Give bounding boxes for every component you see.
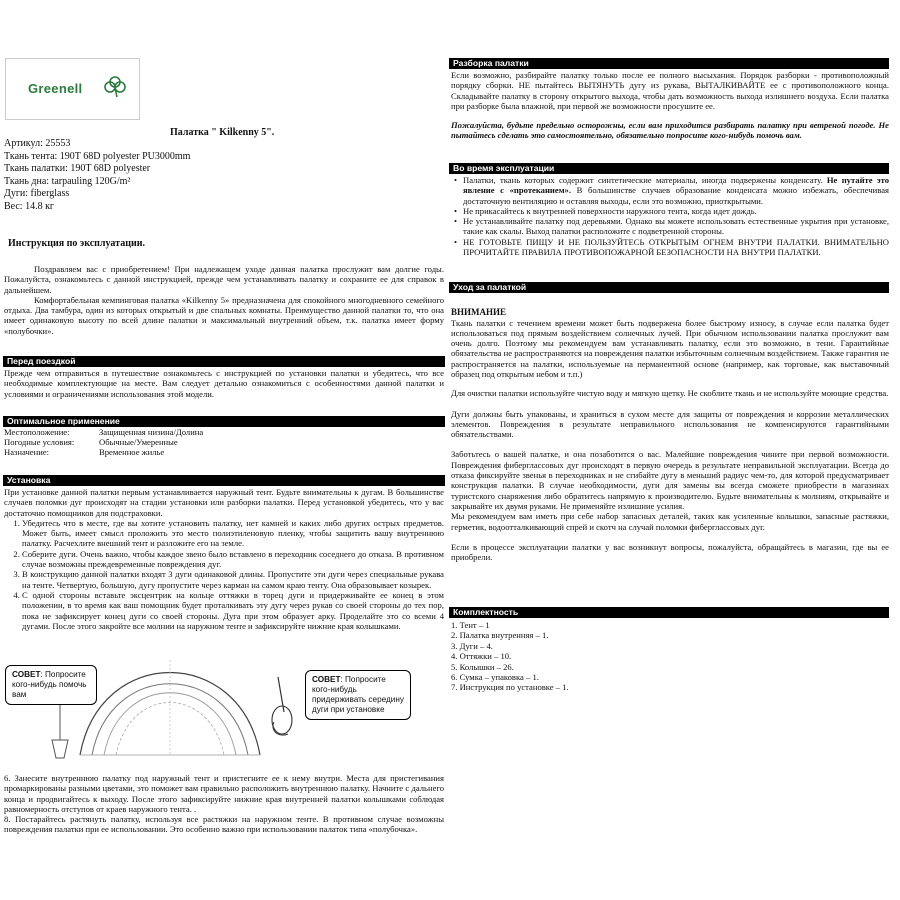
- usage-item: • Не устанавливайте палатку под деревьями. Однако вы можете использовать естественные укрытия при установке, такие как скалы. Выход палатки расположите с подветренной стороны.: [463, 216, 889, 237]
- disassembly-text: Если возможно, разбирайте палатку только после ее полного высыхания. Порядок разборки - противоположный порядку сборки. НЕ пытайтесь ВЫТЯНУТЬ дугу из рукава, ВЫТАЛКИВАЙТЕ ее с противоположного конца. Складывайте палатку в сторону открытого выхода, чтобы дать возможность выхода излишнего воздуха. Если палатка при разборке была влажной, при первой же возможности просушите ее.: [451, 70, 889, 111]
- brand-logo: [5, 58, 140, 120]
- before-trip-header: Перед поездкой: [3, 356, 445, 367]
- install-step: 1. Убедитесь что в месте, где вы хотите установить палатку, нет камней и каких либо других острых предметов. Может быть, имеет смысл проложить это место полиэтиленовую пленку, чтобы защитить вашу внутреннюю палатку. Расчехлите внешний тент и разложите его на земле.: [22, 518, 444, 549]
- tip-callout-1: [5, 665, 97, 705]
- condition-value: Защищенная низина/Долина: [99, 427, 204, 437]
- install-header: Установка: [3, 475, 445, 486]
- care-paragraph: Если в процессе эксплуатации палатки у вас возникнут вопросы, пожалуйста, обращайтесь в магазин, где вы ее приобрели.: [451, 541, 889, 563]
- intro-block: [4, 264, 444, 336]
- contents-header: Комплектность: [449, 607, 889, 618]
- table-row: [4, 437, 203, 447]
- list-item: 2. Палатка внутренняя – 1.: [451, 630, 549, 641]
- spec-line: Ткань тента: 190T 68D polyester PU3000mm: [4, 150, 191, 162]
- disassembly-header: Разборка палатки: [449, 58, 889, 69]
- care-paragraph: Дуги должны быть упакованы, и храниться в сухом месте для защиты от повреждения и коррозии металлических элементов. Повреждения в результате неправильного использования не компенсируются гарантийными обязательствами.: [451, 408, 889, 440]
- condition-value: Обычные/Умеренные: [99, 437, 178, 447]
- optimal-use-header: Оптимальное применение: [3, 416, 445, 427]
- clover-icon: [104, 76, 126, 98]
- install-block: [4, 487, 444, 631]
- list-item: 4. Оттяжки – 10.: [451, 651, 512, 662]
- before-trip-paragraph: Прежде чем отправиться в путешествие ознакомьтесь с инструкцией по установки палатки и убедитесь, что все необходимые комплектующие на месте. Вам следует детально ознакомиться с особенностями данной палатки и условиями и ограничениями использования этой модели.: [4, 368, 444, 399]
- spec-line: Артикул: 25553: [4, 138, 71, 149]
- disassembly-warning: Пожалуйста, будьте предельно осторожны, если вам приходится разбирать палатку при ветреной погоде. Не пытайтесь сделать это самостоятельно, обязательно попросите кого-нибудь помочь вам.: [451, 120, 889, 141]
- spec-line: Вес: 14.8 кг: [4, 200, 55, 212]
- table-row: [4, 427, 203, 437]
- condition-label: Местоположение:: [4, 427, 70, 437]
- spec-line: Дуги: fiberglass: [4, 188, 70, 200]
- intro-paragraph: Комфортабельная кемпинговая палатка «Kilkenny 5» предназначена для спокойного многодневного семейного отдыха. Два тамбура, один из которых открытый и две спальных комнаты. Преимущество данной палатки то, что она имеет одинаковую высоту по всей длине палатки и максимальный внутренний объем, т.к. палатка имеет форму «полубочки».: [4, 294, 444, 336]
- intro-paragraph: Поздравляем вас с приобретением! При надлежащем уходе данная палатка прослужит вам долгие годы. Пожалуйста, ознакомьтесь с данной инструкцией, прежде чем устанавливать палатку и сохраните ее для справок в дальнейшем.: [4, 264, 444, 295]
- usage-warning-text: Не путайте это явление с «протеканием».: [463, 175, 889, 196]
- optimal-use-table: [4, 427, 203, 457]
- install-continued: [4, 773, 444, 835]
- install-step: 4. С одной стороны вставьте эксцентрик на кольце оттяжки в торец дуги и придерживайте ее конец в этом положении, в то время как ваш помощник будет проталкивать эту дугу через рукав со своей стороны до тех пор, пока не зафиксирует конец дуги со своей стороны. Дуга при этом образует арку. Проделайте это со всеми 4 дугами. После этого закройте все молнии на наружном тенте и зафиксируйте нижние края колышками.: [22, 590, 444, 631]
- product-specs: [4, 138, 304, 214]
- usage-item: • НЕ ГОТОВЬТЕ ПИЩУ И НЕ ПОЛЬЗУЙТЕСЬ ОТКРЫТЫМ ОГНЕМ ВНУТРИ ПАЛАТКИ. ВНИМАТЕЛЬНО ПРОЧИТАЙТЕ ПРАВИЛА ПРОТИВОПОЖАРНОЙ БЕЗОПАСНОСТИ НА ВНУТРИ ПАЛАТКИ.: [463, 237, 889, 258]
- product-title: Палатка " Kilkenny 5".: [170, 127, 275, 138]
- care-attention: ВНИМАНИЕ: [451, 307, 507, 317]
- usage-item: [463, 175, 889, 206]
- usage-header: Во время эксплуатации: [449, 163, 889, 174]
- care-block: [451, 307, 889, 562]
- care-header: Уход за палаткой: [449, 282, 889, 293]
- install-intro: При установке данной палатки первым устанавливается наружный тент. Будьте внимательны к дугам. В большинстве случаев поломки дуг происходят на стадии установки или разборки палатки. Перед установкой убедитесь, что у вас достаточно помощников для подстраховки.: [4, 487, 444, 518]
- care-paragraph: Мы рекомендуем вам иметь при себе набор запасных деталей, таких как усиленные колышки, запасные растяжки, герметик, водоотталкивающий спрей и скотч на случай поломки фиберглассовых дуг.: [451, 511, 889, 532]
- tip-label: СОВЕТ: [312, 675, 341, 684]
- list-item: 3. Дуги – 4.: [451, 640, 493, 651]
- install-step-6: 6. Занесите внутреннюю палатку под наружный тент и пристегните ее к нему внутри. Места для пристегивания промаркированы разными цветами, это поможет вам правильно расположить внутреннюю палатку. Начните с дальнего конца и продвигайтесь к выходу. После этого зафиксируйте нижние края внутренней палатки колышками соблюдая равномерность отступов от краев наружного тента. .: [4, 773, 444, 814]
- condition-label: Назначение:: [4, 447, 50, 457]
- install-step: 2. Соберите дуги. Очень важно, чтобы каждое звено было вставлено в переходник соседнего до отказа. В противном случае возможны преждевременные повреждения дуг.: [22, 549, 444, 570]
- care-paragraph: Для очистки палатки используйте чистую воду и мягкую щетку. Не скоблите ткань и не используйте моющие средства.: [451, 388, 889, 399]
- brand-name: Greenell: [28, 81, 83, 96]
- usage-item: • Не прикасайтесь к внутренней поверхности наружного тента, когда идет дождь.: [463, 206, 889, 216]
- list-item: 7. Инструкция по установке – 1.: [451, 682, 569, 693]
- person-holding-illustration: [40, 700, 80, 760]
- spec-line: Ткань палатки: 190T 68D polyester: [4, 163, 151, 175]
- disassembly-block: [451, 70, 889, 141]
- list-item: 5. Колышки – 26.: [451, 661, 514, 672]
- usage-block: [451, 175, 889, 257]
- instruction-title: Инструкция по эксплуатации.: [8, 238, 145, 249]
- care-paragraph: Ткань палатки с течением времени может быть подвержена более быстрому износу, в случае если палатка будет использоваться под прямым воздействием солнечных лучей. При обычном использовании палатка прослужит вам очень долго. Поэтому мы рекомендуем вам устанавливать палатку, если это возможно, в тени. Гарантийные обязательства не распространяются на повреждения палатки избыточным солнечным воздействием. Также гарантия не распространяется на палатки, используемые на перманентной основе (например, как торговые, как выставочный образец под открытым небом и т.п.): [451, 317, 889, 379]
- list-item: 1. Тент – 1: [451, 620, 490, 630]
- tip-text: : Попросите кого-нибудь помочь вам: [12, 670, 87, 699]
- list-item: 6. Сумка – упаковка – 1.: [451, 672, 539, 683]
- tip-text: : Попросите кого-нибудь придерживать середину дуги при установке: [312, 675, 404, 714]
- install-step: 3. В конструкцию данной палатки входят 3 дуги одинаковой длины. Пропустите эти дуги через специальные рукава на тенте. Четвертую, большую, дугу пропустите через карман на самом краю тенту. Она образовывает козырек.: [22, 569, 444, 590]
- contents-list: [451, 620, 751, 693]
- usage-text: В большинстве случаев образование конденсата можно избежать, обеспечивая достаточную вентиляцию и оставляя выходы, если это возможно, приоткрытыми.: [463, 185, 889, 206]
- table-row: [4, 447, 203, 457]
- usage-text: Палатки, ткань которых содержит синтетические материалы, иногда подвержены конденсату.: [463, 175, 827, 185]
- tip-label: СОВЕТ: [12, 670, 41, 679]
- condition-value: Временное жилье: [99, 447, 165, 457]
- spec-line: Ткань дна: tarpauling 120G/m²: [4, 175, 131, 187]
- before-trip-text: [4, 368, 444, 399]
- install-step-8: 8. Постарайтесь растянуть палатку, используя все растяжки на наружном тенте. В противном случае возможны повреждения палатки при ее использовании. Это особенно важно при использовании палаток типа «полубочка».: [4, 814, 444, 835]
- person-hand-illustration: [248, 672, 308, 742]
- tip-callout-2: [305, 670, 411, 720]
- care-paragraph: Заботьтесь о вашей палатке, и она позаботится о вас. Малейшие повреждения чините при первой возможности. Повреждения фиберглассовых дуг происходят в первую очередь в результате неправильной эксплуатации. Всегда до отказа фиксируйте звенья в переходниках и не сгибайте дугу в меньший радиус чем-то, для которой предусматривает конструкция палатки. В случае необходимости, дуги для замены вы всегда сможете приобрести в магазинах туристского снаряжения либо обратитесь напрямую к производителю. Будьте внимательны к молниям, открывайте и закрывайте их двумя руками. Не применяйте излишние усилия.: [451, 449, 889, 511]
- condition-label: Погодные условия:: [4, 437, 75, 447]
